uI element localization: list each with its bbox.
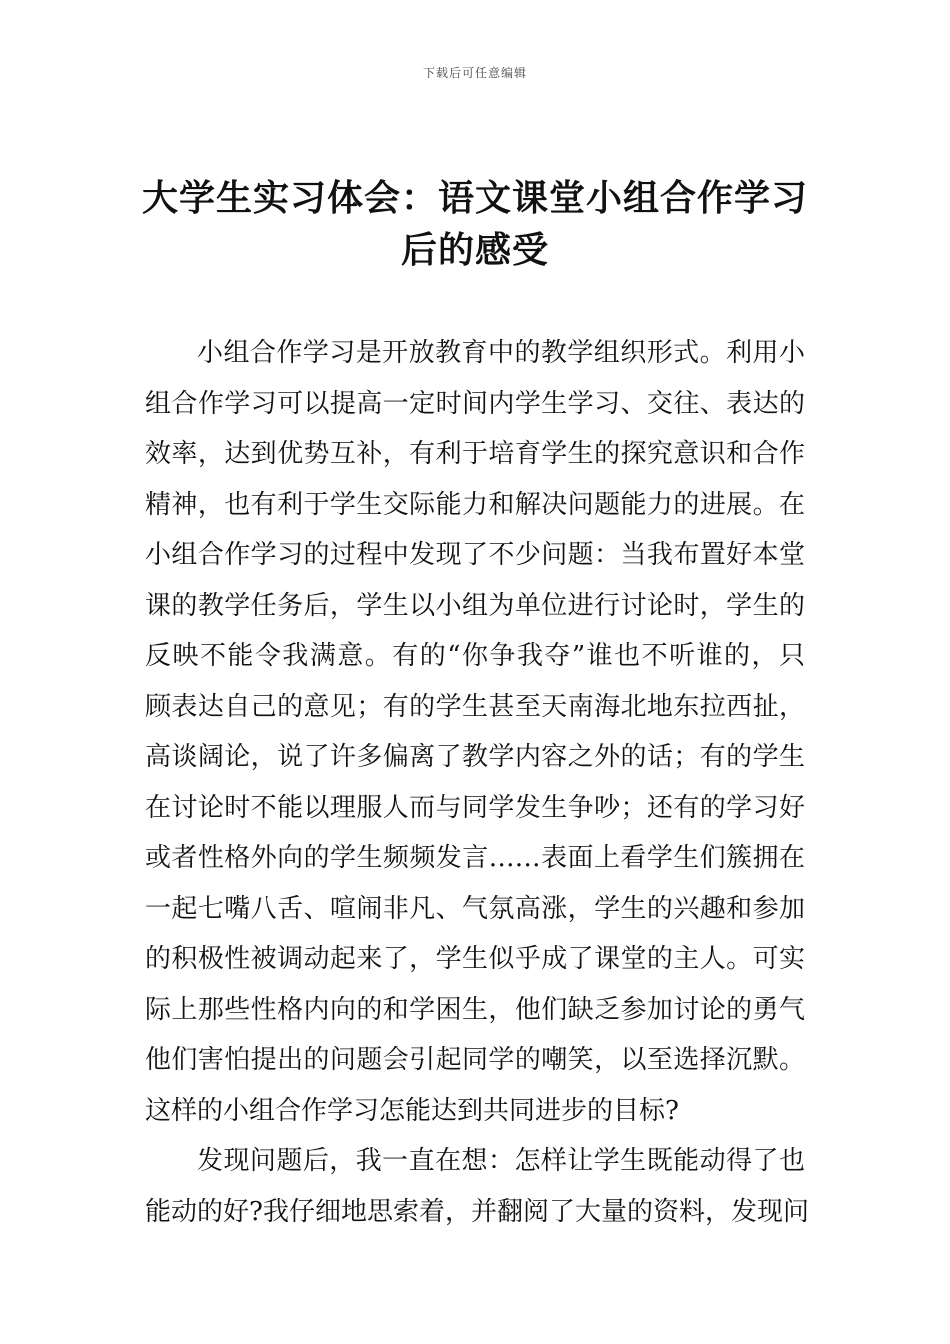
- text-line: 发现问题后，我一直在想：怎样让学生既能动得了也: [197, 1146, 805, 1176]
- header-note: 下载后可任意编辑: [422, 66, 527, 80]
- text-line: 在讨论时不能以理服人而与同学发生争吵；还有的学习好: [145, 792, 805, 823]
- document-body: [145, 328, 809, 1237]
- text-line: 高谈阔论，说了许多偏离了教学内容之外的话；有的学生: [145, 742, 805, 772]
- text-line: 一起七嘴八舌、喧闹非凡、气氛高涨，学生的兴趣和参加: [145, 893, 805, 924]
- text-line: 小组合作学习的过程中发现了不少问题：当我布置好本堂: [145, 540, 805, 570]
- text-line: 顾表达自己的意见；有的学生甚至天南海北地东拉西扯，: [145, 691, 805, 722]
- text-line: 反映不能令我满意。有的“你争我夺”谁也不听谁的，只: [145, 641, 805, 671]
- text-line: 精神，也有利于学生交际能力和解决问题能力的进展。在: [145, 489, 805, 520]
- text-line: 或者性格外向的学生频频发言……表面上看学生们簇拥在: [145, 843, 805, 873]
- text-line: 这样的小组合作学习怎能达到共同进步的目标?: [145, 1095, 679, 1126]
- title-line-2: 后的感受: [400, 229, 549, 271]
- text-line: 际上那些性格内向的和学困生，他们缺乏参加讨论的勇气: [145, 994, 805, 1025]
- title-line-1: 大学生实习体会：语文课堂小组合作学习: [141, 177, 808, 219]
- text-line: 能动的好?我仔细地思索着，并翻阅了大量的资料，发现问: [145, 1196, 809, 1227]
- paragraph-2: [145, 1136, 809, 1237]
- paragraph-1: [145, 328, 805, 1136]
- text-line: 组合作学习可以提高一定时间内学生学习、交往、表达的: [145, 388, 805, 419]
- document-title: [140, 172, 810, 276]
- text-line: 效率，达到优势互补，有利于培育学生的探究意识和合作: [145, 439, 805, 469]
- text-line: 的积极性被调动起来了，学生似乎成了课堂的主人。可实: [145, 944, 805, 974]
- text-line: 课的教学任务后，学生以小组为单位进行讨论时，学生的: [145, 590, 805, 621]
- text-line: 小组合作学习是开放教育中的教学组织形式。利用小: [197, 338, 805, 368]
- text-line: 他们害怕提出的问题会引起同学的嘲笑，以至选择沉默。: [145, 1045, 805, 1075]
